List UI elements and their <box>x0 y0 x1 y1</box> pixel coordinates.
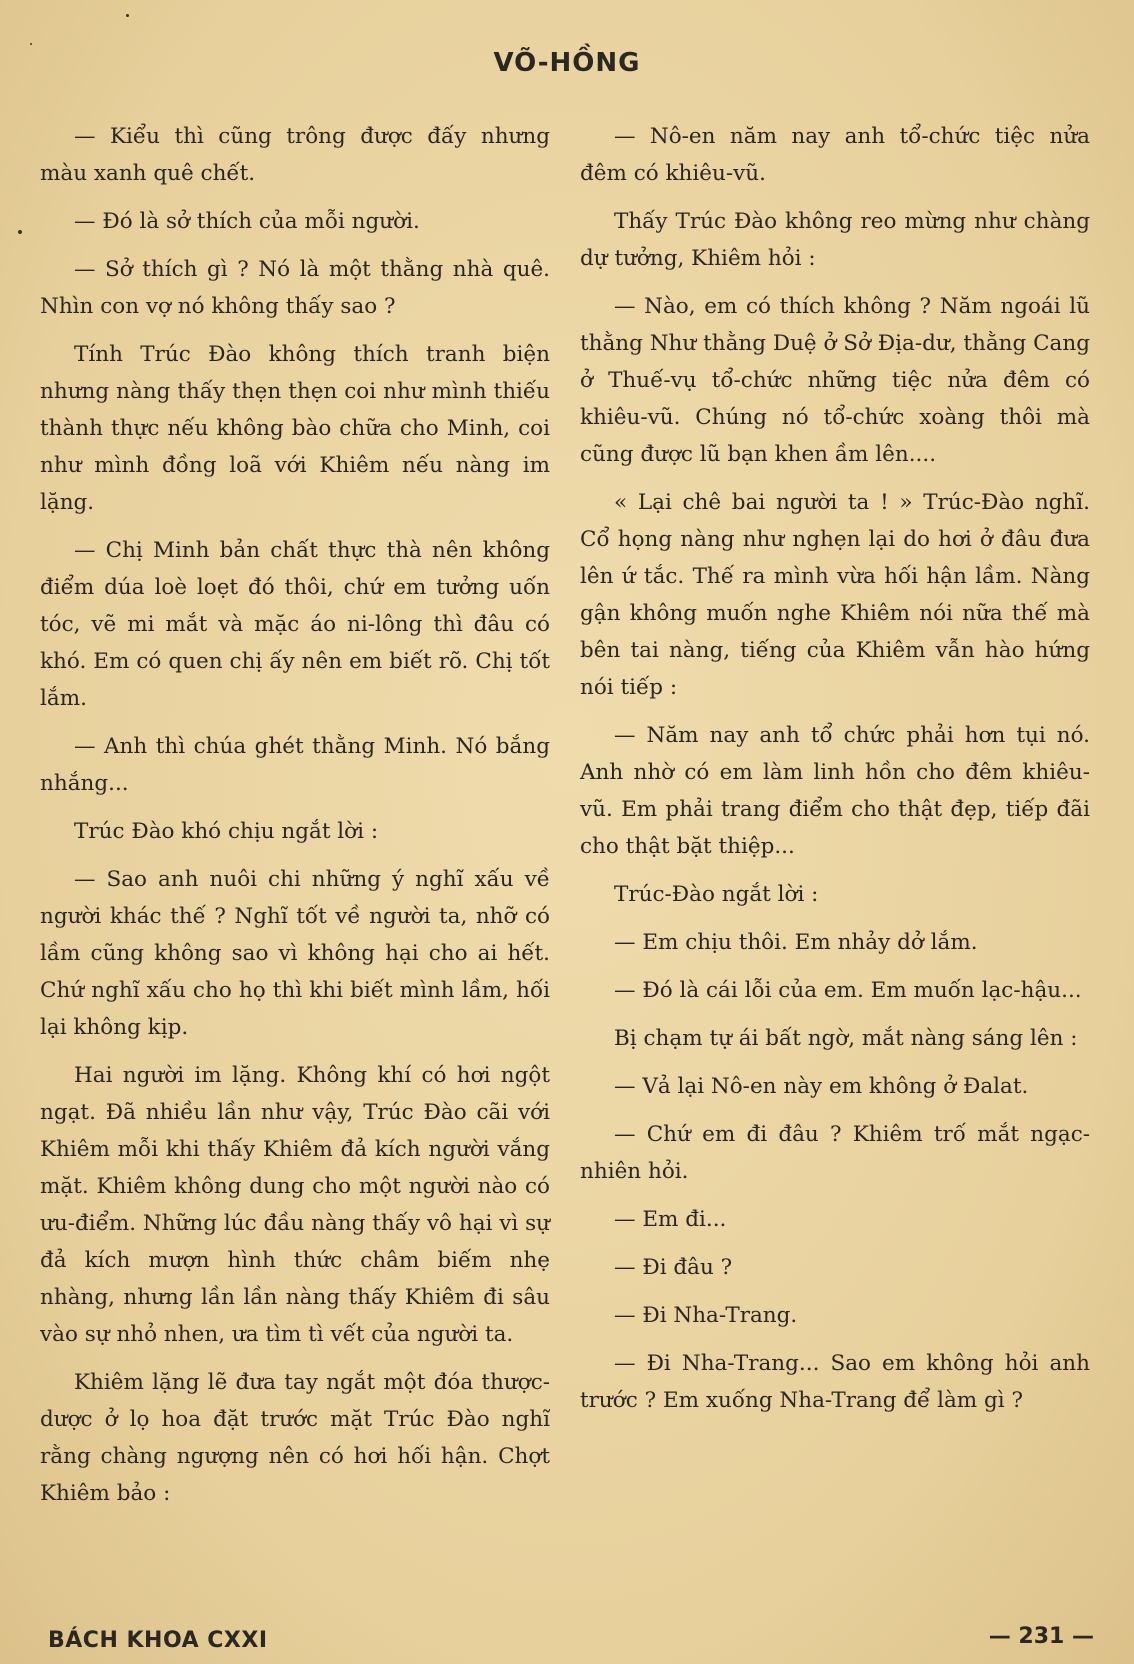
paragraph: — Đó là sở thích của mỗi người. <box>74 209 420 234</box>
right-column <box>580 118 1090 1430</box>
paragraph: Trúc-Đào ngắt lời : <box>614 882 819 907</box>
paragraph: Khiêm lặng lẽ đưa tay ngắt một đóa thược-dược ở lọ hoa đặt trước mặt Trúc Đào nghĩ rằng chàng ngượng nên có hơi hối hận. Chợt Khiêm bảo : <box>40 1370 550 1506</box>
ink-speck <box>126 14 129 17</box>
left-column <box>40 118 550 1523</box>
journal-footer: BÁCH KHOA CXXI <box>48 1628 268 1653</box>
paragraph: — Kiểu thì cũng trông được đấy nhưng màu xanh quê chết. <box>40 124 550 186</box>
paragraph: — Nào, em có thích không ? Năm ngoái lũ thằng Như thằng Duệ ở Sở Địa-dư, thằng Cang ở Thuế-vụ tổ-chức những tiệc nửa đêm có khiêu-vũ. Chúng nó tổ-chức xoàng thôi mà cũng được lũ bạn khen ầm lên.... <box>580 294 1090 467</box>
paragraph: — Chứ em đi đâu ? Khiêm trố mắt ngạc-nhiên hỏi. <box>580 1122 1090 1184</box>
paragraph: — Vả lại Nô-en này em không ở Đalat. <box>614 1074 1029 1099</box>
paragraph: — Năm nay anh tổ chức phải hơn tụi nó. Anh nhờ có em làm linh hồn cho đêm khiêu-vũ. Em phải trang điểm cho thật đẹp, tiếp đãi cho thật bặt thiệp... <box>580 723 1090 859</box>
paragraph: — Đi Nha-Trang. <box>614 1303 798 1328</box>
paragraph: Hai người im lặng. Không khí có hơi ngột ngạt. Đã nhiều lần như vậy, Trúc Đào cãi với Khiêm mỗi khi thấy Khiêm đả kích người vắng mặt. Khiêm không dung cho một người nào có ưu-điểm. Những lúc đầu nàng thấy vô hại vì sự đả kích mượn hình thức châm biếm nhẹ nhàng, nhưng lần lần nàng thấy Khiêm đi sâu vào sự nhỏ nhen, ưa tìm tì vết của người ta. <box>40 1063 550 1347</box>
paragraph: « Lại chê bai người ta ! » Trúc-Đào nghĩ. Cổ họng nàng như nghẹn lại do hơi ở đâu đưa lên ứ tắc. Thế ra mình vừa hối hận lầm. Nàng gận không muốn nghe Khiêm nói nữa thế mà bên tai nàng, tiếng của Khiêm vẫn hào hứng nói tiếp : <box>580 490 1090 700</box>
paragraph: — Đi đâu ? <box>614 1255 733 1280</box>
paragraph: Thấy Trúc Đào không reo mừng như chàng dự tưởng, Khiêm hỏi : <box>580 209 1090 271</box>
paragraph: — Chị Minh bản chất thực thà nên không điểm dúa loè loẹt đó thôi, chứ em tưởng uốn tóc, vẽ mi mắt và mặc áo ni-lông thì đâu có khó. Em có quen chị ấy nên em biết rõ. Chị tốt lắm. <box>40 538 550 711</box>
paragraph: — Đó là cái lỗi của em. Em muốn lạc-hậu... <box>614 978 1082 1003</box>
page-number: — 231 — <box>988 1624 1094 1649</box>
paragraph: Bị chạm tự ái bất ngờ, mắt nàng sáng lên : <box>614 1026 1078 1051</box>
paragraph: — Anh thì chúa ghét thằng Minh. Nó bắng nhắng... <box>40 734 550 796</box>
paragraph: — Nô-en năm nay anh tổ-chức tiệc nửa đêm có khiêu-vũ. <box>580 124 1090 186</box>
paragraph: — Sở thích gì ? Nó là một thằng nhà quê. Nhìn con vợ nó không thấy sao ? <box>40 257 550 319</box>
paragraph: — Đi Nha-Trang... Sao em không hỏi anh trước ? Em xuống Nha-Trang để làm gì ? <box>580 1351 1090 1413</box>
running-title: VÕ-HỒNG <box>493 48 641 78</box>
paragraph: — Sao anh nuôi chi những ý nghĩ xấu về người khác thế ? Nghĩ tốt về người ta, nhỡ có lầm cũng không sao vì không hại cho ai hết. Chứ nghĩ xấu cho họ thì khi biết mình lầm, hối lại không kịp. <box>40 867 550 1040</box>
paragraph: — Em chịu thôi. Em nhảy dở lắm. <box>614 930 978 955</box>
paragraph: Trúc Đào khó chịu ngắt lời : <box>74 819 379 844</box>
paragraph: — Em đi... <box>614 1207 727 1232</box>
ink-speck <box>18 230 22 234</box>
ink-speck <box>30 43 32 45</box>
paragraph: Tính Trúc Đào không thích tranh biện nhưng nàng thấy thẹn thẹn coi như mình thiếu thành thực nếu không bào chữa cho Minh, coi như mình đồng loã với Khiêm nếu nàng im lặng. <box>40 342 550 515</box>
